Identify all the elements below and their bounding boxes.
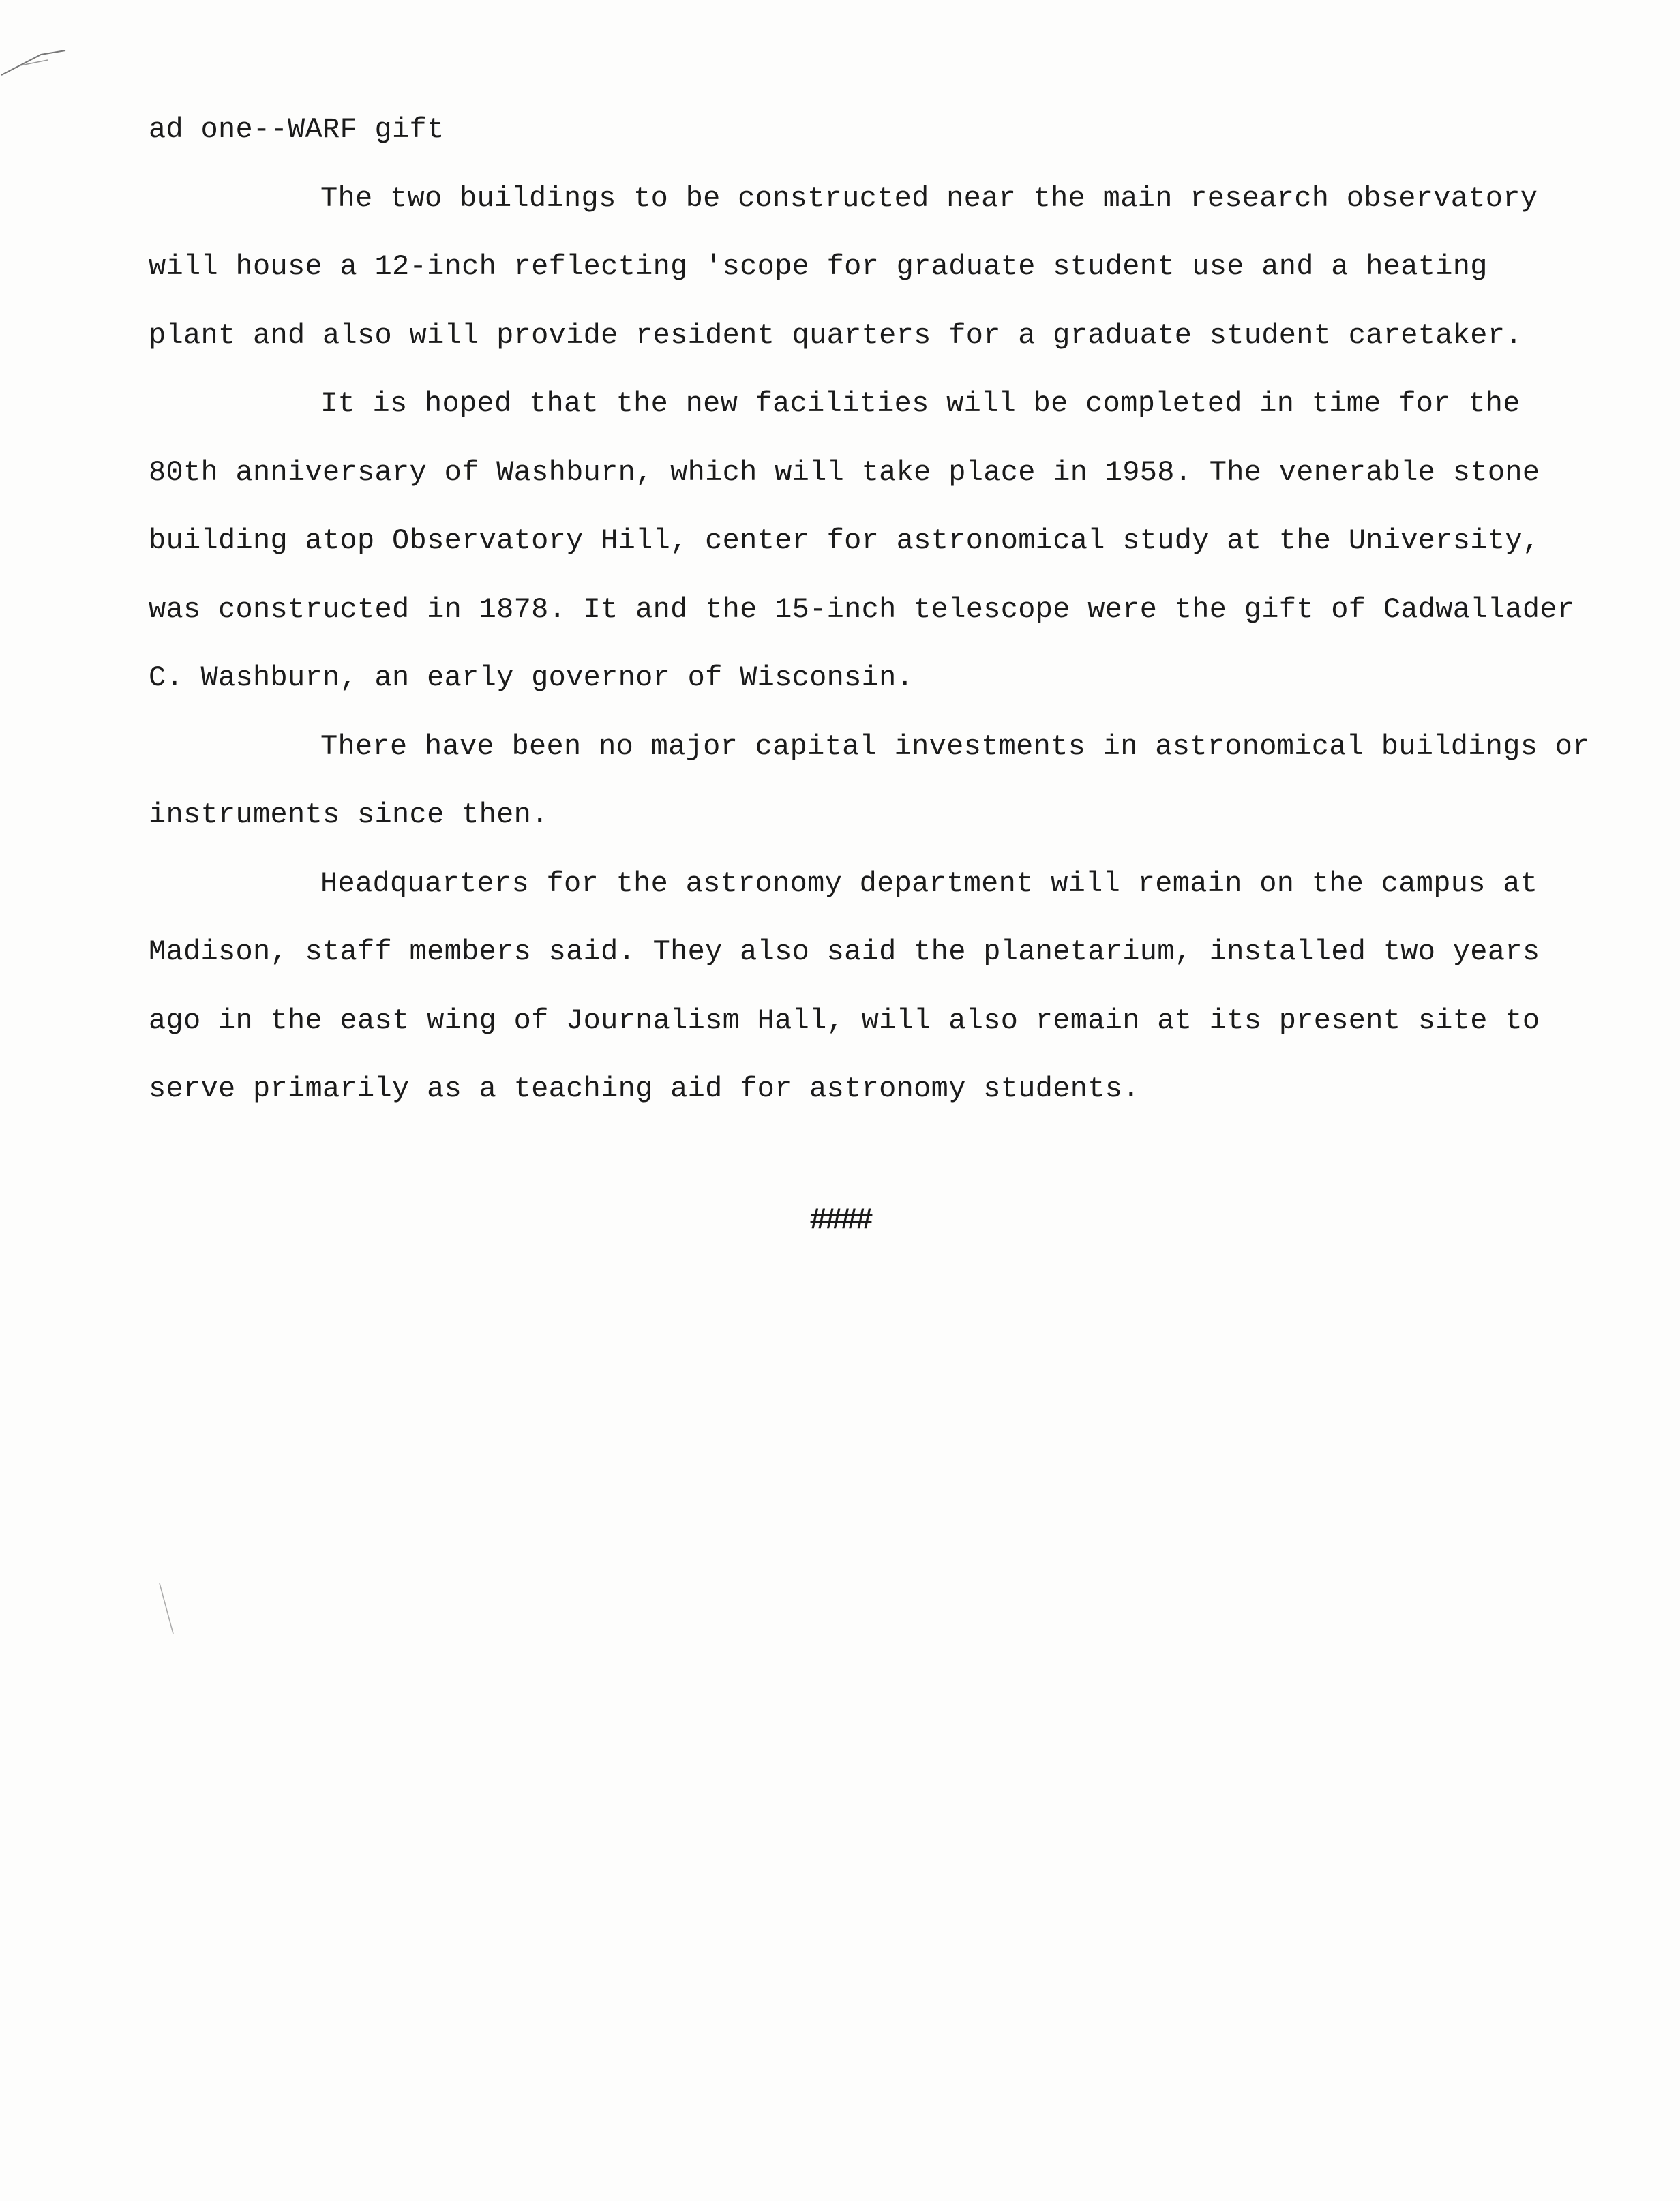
document-slug: ad one--WARF gift [149, 113, 445, 146]
end-mark: #### [809, 1203, 871, 1238]
text-line: There have been no major capital investments in astronomical buildings or [320, 730, 1590, 763]
text-line: Headquarters for the astronomy department will remain on the campus at [320, 867, 1538, 900]
text-line: 80th anniversary of Washburn, which will take place in 1958. The venerable stone [149, 455, 1540, 489]
paper-scratch-mark [158, 1582, 179, 1636]
document-body [149, 95, 1590, 1124]
text-line: was constructed in 1878. It and the 15-inch telescope were the gift of Cadwallader [149, 593, 1575, 626]
text-line: ago in the east wing of Journalism Hall, will also remain at its present site to [149, 1004, 1540, 1037]
text-line: Madison, staff members said. They also said the planetarium, installed two years [149, 935, 1540, 968]
text-line: will house a 12-inch reflecting 'scope for graduate student use and a heating [149, 250, 1488, 283]
text-line: It is hoped that the new facilities will be completed in time for the [320, 387, 1520, 420]
text-line: C. Washburn, an early governor of Wisconsin. [149, 661, 914, 694]
paper-corner-mark [0, 27, 75, 82]
text-line: building atop Observatory Hill, center for astronomical study at the University, [149, 524, 1540, 557]
text-line: The two buildings to be constructed near the main research observatory [320, 181, 1538, 215]
text-line: instruments since then. [149, 798, 549, 831]
text-line: serve primarily as a teaching aid for astronomy students. [149, 1073, 1140, 1105]
text-line: plant and also will provide resident quarters for a graduate student caretaker. [149, 318, 1522, 352]
